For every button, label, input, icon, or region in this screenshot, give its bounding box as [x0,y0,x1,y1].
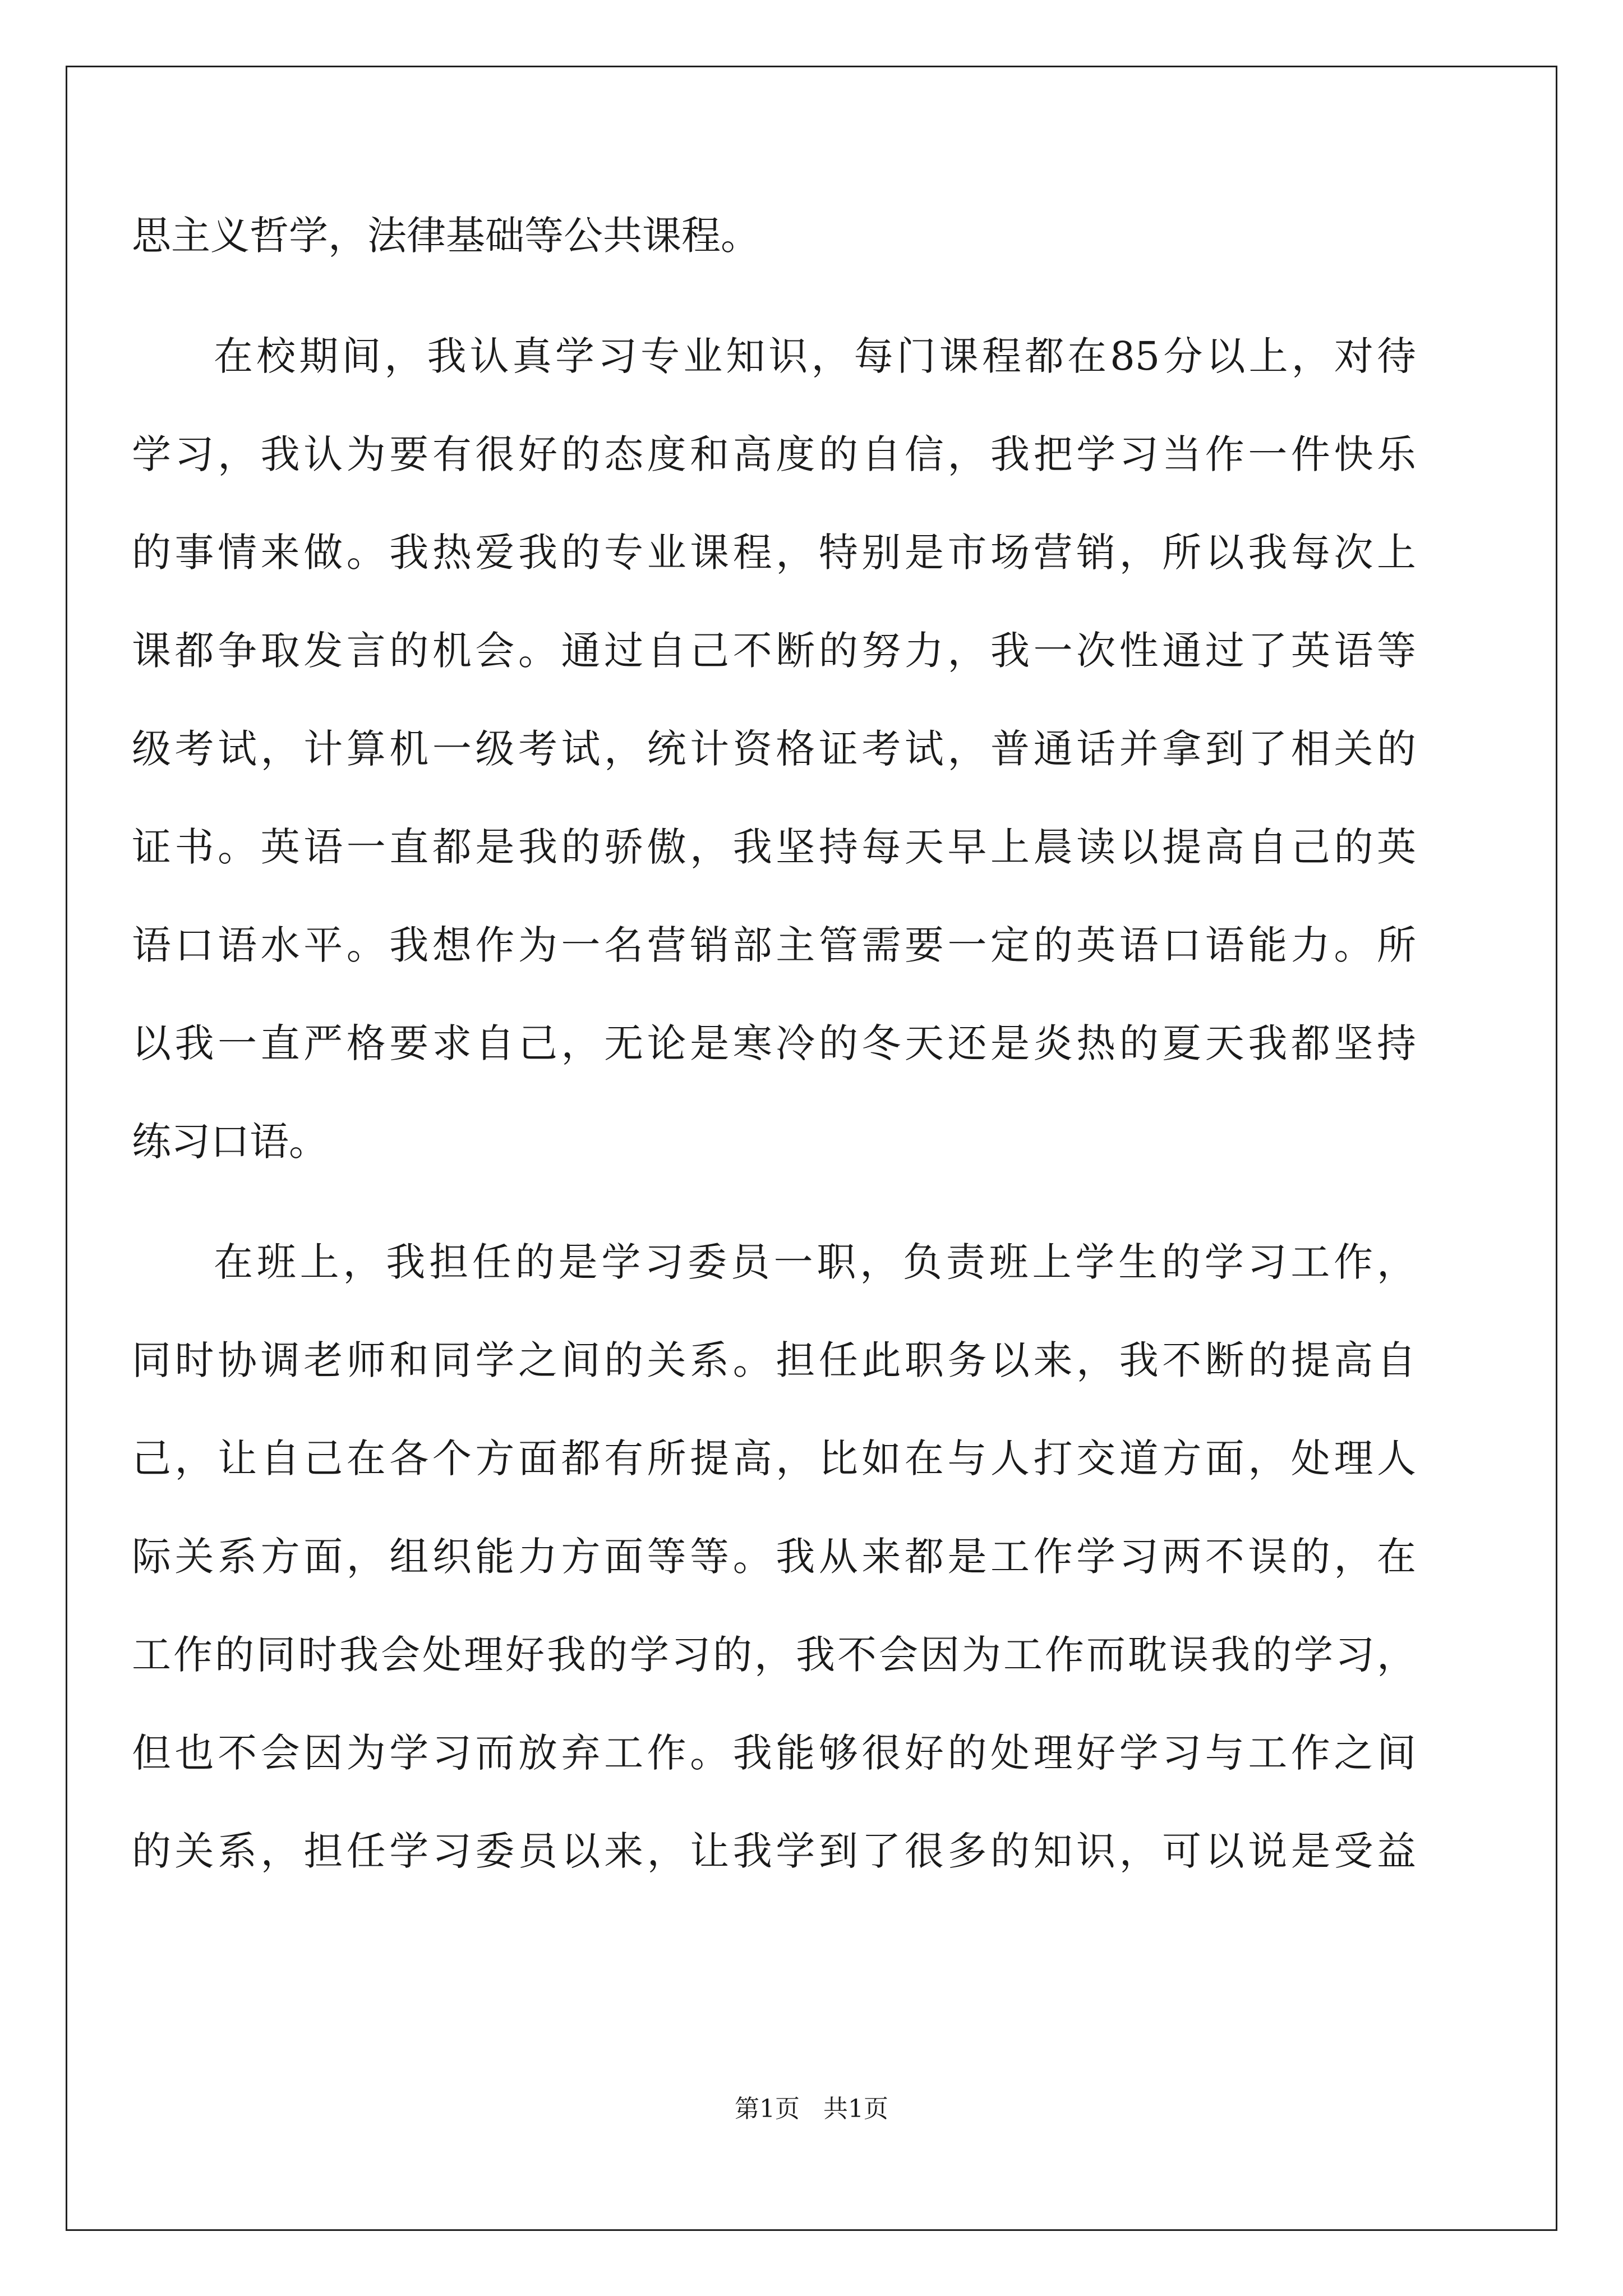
text-line: 思主义哲学，法律基础等公共课程。 [132,213,760,259]
text-line: 的事情来做。我热爱我的专业课程，特别是市场营销，所以我每次上 [132,530,1416,576]
text-line: 在校期间，我认真学习专业知识，每门课程都在85分以上，对待 [214,333,1416,379]
text-line: 在班上，我担任的是学习委员一职，负责班上学生的学习工作， [214,1239,1416,1285]
text-line: 课都争取发言的机会。通过自己不断的努力，我一次性通过了英语等 [132,628,1416,674]
text-line: 练习口语。 [132,1119,328,1165]
text-line: 工作的同时我会处理好我的学习的，我不会因为工作而耽误我的学习， [132,1632,1416,1678]
page-number-footer: 第1页 共1页 [735,2095,888,2123]
text-line: 证书。英语一直都是我的骄傲，我坚持每天早上晨读以提高自己的英 [132,824,1416,870]
text-line: 际关系方面，组织能力方面等等。我从来都是工作学习两不误的，在 [132,1534,1416,1580]
text-line: 但也不会因为学习而放弃工作。我能够很好的处理好学习与工作之间 [132,1730,1416,1776]
text-line: 己，让自己在各个方面都有所提高，比如在与人打交道方面，处理人 [132,1435,1416,1481]
text-line: 同时协调老师和同学之间的关系。担任此职务以来，我不断的提高自 [132,1337,1416,1383]
text-line: 级考试，计算机一级考试，统计资格证考试，普通话并拿到了相关的 [132,726,1416,772]
text-line: 语口语水平。我想作为一名营销部主管需要一定的英语口语能力。所 [132,922,1416,968]
text-line: 的关系，担任学习委员以来，让我学到了很多的知识，可以说是受益 [132,1828,1416,1874]
text-line: 学习，我认为要有很好的态度和高度的自信，我把学习当作一件快乐 [132,431,1416,477]
text-line: 以我一直严格要求自己，无论是寒冷的冬天还是炎热的夏天我都坚持 [132,1020,1416,1066]
